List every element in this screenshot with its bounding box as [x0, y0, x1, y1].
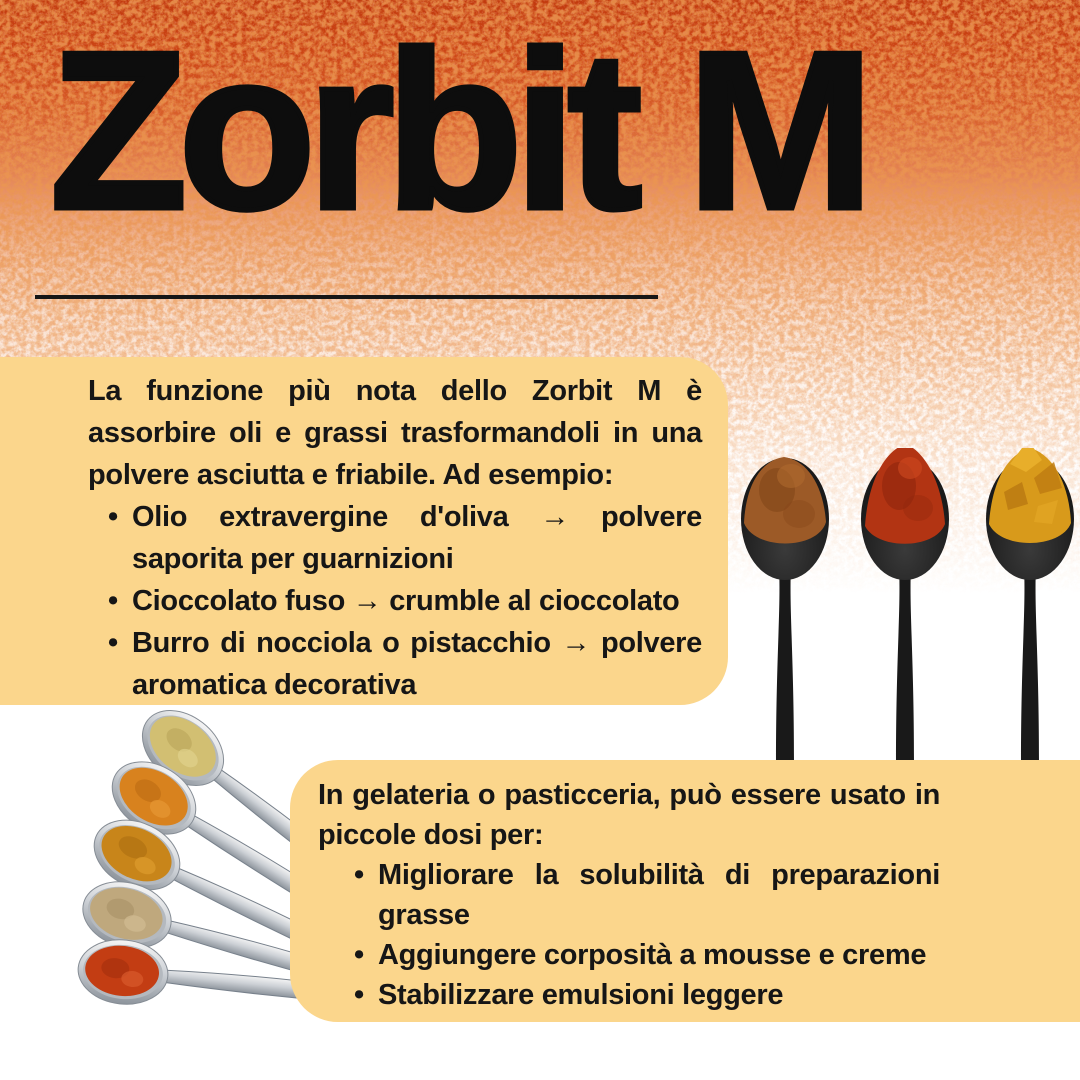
title-underline: [35, 295, 658, 299]
list-item: • Olio extravergine d'oliva → polvere saporita per guarnizioni: [88, 496, 702, 580]
black-spoons-svg: [715, 448, 1080, 763]
box1-intro-text: La funzione più nota dello Zorbit M è assorbire oli e grassi trasformandoli in una polvere asciutta e friabile. Ad esempio:: [88, 375, 702, 491]
page-title: Zorbit M: [50, 4, 866, 256]
list-item: • Stabilizzare emulsioni leggere: [318, 975, 940, 1015]
box2-intro-text: In gelateria o pasticceria, può essere usato in piccole dosi per:: [318, 779, 940, 851]
info-box-uses: [290, 760, 1080, 1022]
list-item: • Cioccolato fuso → crumble al cioccolato: [88, 580, 702, 622]
box2-bullet-list: [318, 855, 940, 1015]
info-box-absorption: [0, 357, 728, 705]
list-item: • Aggiungere corposità a mousse e creme: [318, 935, 940, 975]
red-spice-spoon: [861, 448, 949, 763]
yellow-spice-spoon: [986, 448, 1074, 763]
list-item: • Migliorare la solubilità di preparazioni grasse: [318, 855, 940, 935]
spice-spoons-photo-right: [715, 448, 1080, 763]
list-item: • Burro di nocciola o pistacchio → polvere aromatica decorativa: [88, 622, 702, 706]
brown-spice-spoon: [741, 457, 829, 763]
box1-bullet-list: [88, 496, 702, 706]
